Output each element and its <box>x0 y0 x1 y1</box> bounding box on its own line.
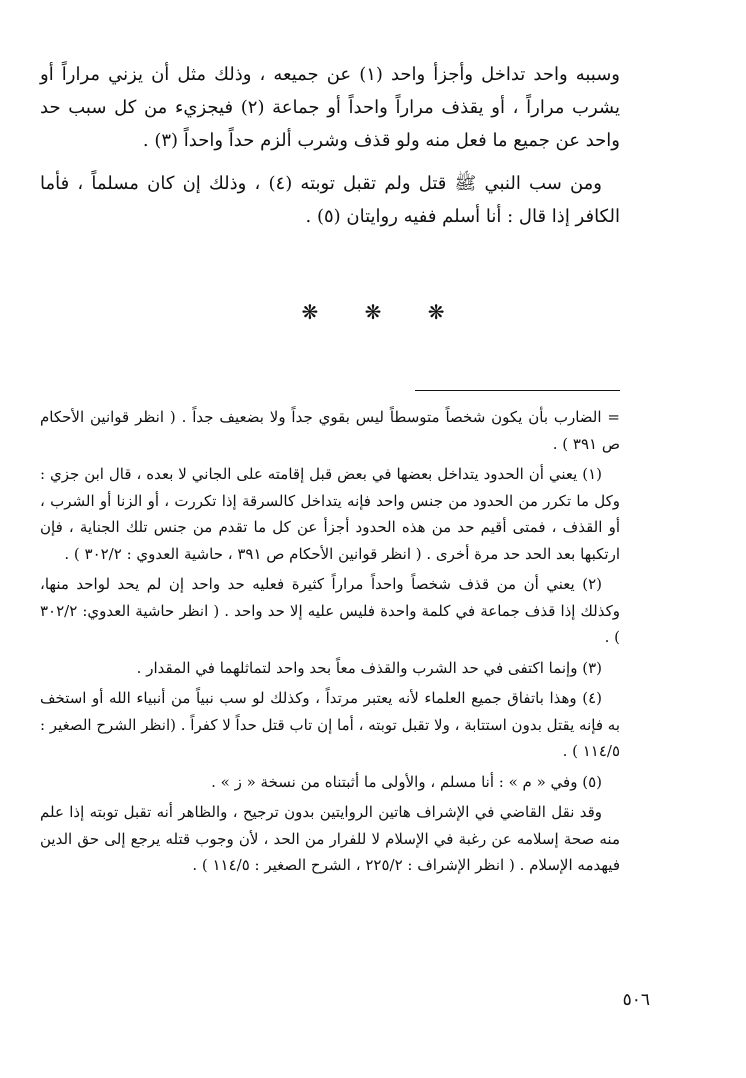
separator-star-icon: ❋ <box>364 300 382 324</box>
separator-star-icon: ❋ <box>301 300 319 324</box>
footnote-divider <box>415 390 620 391</box>
footnote-5: (٥) وفي « م » : أنا مسلم ، والأولى ما أثبتناه من نسخة « ز » . <box>211 772 602 791</box>
main-paragraph-1: وسببه واحد تداخل وأجزأ واحد (١) عن جميعه ، وذلك مثل أن يزني مراراً أو يشرب مراراً ، أو يقذف مراراً واحداً أو جماعة (٢) فيجزيء من كل سبب حد واحد عن جميع ما فعل منه ولو قذف وشرب ألزم حداً واحداً (٣) . <box>40 64 620 151</box>
page-number: ٥٠٦ <box>622 990 650 1010</box>
footnote-4: (٤) وهذا باتفاق جميع العلماء لأنه يعتبر مرتداً ، وكذلك لو سب نبياً من أنبياء الله أو استخف به فإنه يقتل بدون استتابة ، ولا تقبل توبته ، أما إن تاب قتل حداً لا كفراً . (انظر الشرح الصغير : ١١٤/٥ ) . <box>39 689 620 760</box>
footnote-1: (١) يعني أن الحدود يتداخل بعضها في بعض قبل إقامته على الجاني لا بعده ، قال ابن جزي : وكل ما تكرر من الحدود من جنس واحد فإنه يتداخل كالسرقة إذا تكررت ، أو الزنا أو الشرب ، أو القذف ، فمتى أقيم حد من هذه الحدود أجزأ عن كل ما تقدم من جنس تلك الجناية ، فإن ارتكبها بعد الحد حد مرة أخرى . ( انظر قوانين الأحكام ص ٣٩١ ، حاشية العدوي : ٣٠٢/٢ ) . <box>40 465 620 563</box>
footnote-5-continuation: وقد نقل القاضي في الإشراف هاتين الروايتين بدون ترجيح ، والظاهر أنه تقبل توبته إذا علم منه صحة إسلامه عن رغبة في الإسلام لا للفرار من الحد ، لأن وجوب قتله يرجع إلى حق الدين فيهدمه الإسلام . ( انظر الإشراف : ٢٢٥/٢ ، الشرح الصغير : ١١٤/٥ ) . <box>40 803 620 874</box>
separator-star-icon: ❋ <box>427 300 445 324</box>
footnote-3: (٣) وإنما اكتفى في حد الشرب والقذف معاً بحد واحد لتماثلهما في المقدار . <box>136 658 602 677</box>
footnote-continuation: = الضارب بأن يكون شخصاً متوسطاً ليس بقوي جداً ولا بضعيف جداً . ( انظر قوانين الأحكام ص ٣٩١ ) . <box>40 408 620 453</box>
main-text-block <box>40 58 620 243</box>
main-paragraph-2: ومن سب النبي ﷺ قتل ولم تقبل توبته (٤) ، وذلك إن كان مسلماً ، فأما الكافر إذا قال : أنا أسلم ففيه روايتان (٥) . <box>40 173 620 227</box>
footnote-2: (٢) يعني أن من قذف شخصاً واحداً مراراً كثيرة فعليه حد واحد إن لم يحد لواحد منها، وكذلك إذا قذف جماعة في كلمة واحدة فليس عليه إلا حد واحد . ( انظر حاشية العدوي: ٣٠٢/٢ ) . <box>40 575 620 646</box>
footnotes-block <box>40 404 620 883</box>
section-separator <box>0 300 746 324</box>
